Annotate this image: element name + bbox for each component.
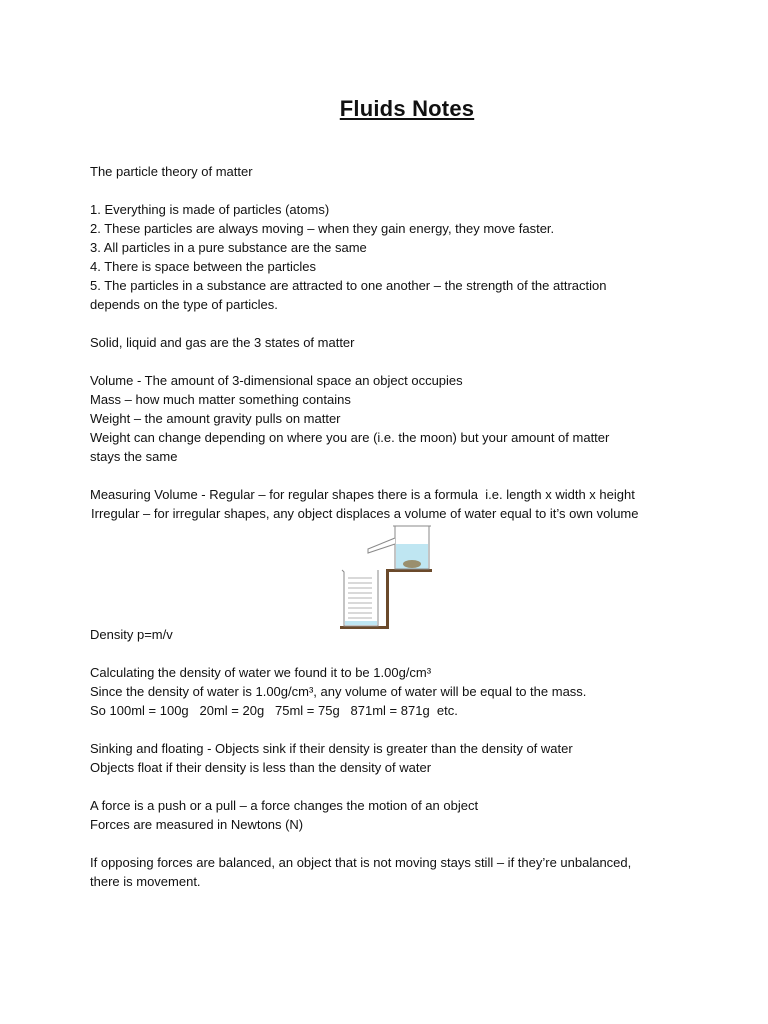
measuring-volume-regular: Measuring Volume - Regular – for regular shapes there is a formula i.e. length x width x height: [90, 487, 635, 502]
definition-volume: Volume - The amount of 3-dimensional space an object occupies: [90, 373, 463, 388]
spacer: [90, 720, 690, 739]
definition-mass: Mass – how much matter something contains: [90, 392, 351, 407]
floating-rule: Objects float if their density is less than the density of water: [90, 760, 432, 775]
particle-point-1: 1. Everything is made of particles (atoms): [90, 202, 330, 217]
step-riser: [386, 569, 389, 629]
balanced-forces: If opposing forces are balanced, an object that is not moving stays still – if they’re unbalanced,: [90, 855, 632, 870]
spacer: [90, 466, 690, 485]
water-density-found: Calculating the density of water we found it to be 1.00g/cm³: [90, 665, 432, 680]
particle-point-5-continued: depends on the type of particles.: [90, 297, 278, 312]
particle-point-5: 5. The particles in a substance are attracted to one another – the strength of the attraction: [90, 278, 607, 293]
spacer: [90, 181, 690, 200]
definition-weight: Weight – the amount gravity pulls on matter: [90, 411, 341, 426]
water-density-examples: So 100ml = 100g 20ml = 20g 75ml = 75g 871ml = 871g etc.: [90, 703, 458, 718]
weight-note-continued: stays the same: [90, 449, 178, 464]
spacer: [90, 352, 690, 371]
balanced-forces-continued: there is movement.: [90, 874, 201, 889]
sinking-rule: Sinking and floating - Objects sink if their density is greater than the density of water: [90, 741, 573, 756]
density-formula: Density p=m/v: [90, 627, 173, 642]
stone: [403, 560, 421, 568]
force-units: Forces are measured in Newtons (N): [90, 817, 304, 832]
particle-theory-heading: The particle theory of matter: [90, 164, 253, 179]
force-definition: A force is a push or a pull – a force changes the motion of an object: [90, 798, 479, 813]
beaker-water: [345, 621, 377, 625]
displacement-apparatus-illustration: [336, 522, 436, 632]
states-of-matter: Solid, liquid and gas are the 3 states of matter: [90, 335, 355, 350]
water-density-mass: Since the density of water is 1.00g/cm³, any volume of water will be equal to the mass.: [90, 684, 587, 699]
weight-note: Weight can change depending on where you are (i.e. the moon) but your amount of matter: [90, 430, 610, 445]
spacer: [90, 644, 690, 663]
page-title: Fluids Notes: [339, 96, 475, 121]
spacer: [90, 834, 690, 853]
measuring-volume-irregular: Irregular – for irregular shapes, any object displaces a volume of water equal to it’s own volume: [91, 506, 639, 521]
particle-point-4: 4. There is space between the particles: [90, 259, 316, 274]
spacer: [90, 777, 690, 796]
overflow-spout: [368, 538, 395, 553]
particle-point-2: 2. These particles are always moving – when they gain energy, they move faster.: [90, 221, 555, 236]
spacer: [90, 314, 690, 333]
particle-point-3: 3. All particles in a pure substance are the same: [90, 240, 367, 255]
